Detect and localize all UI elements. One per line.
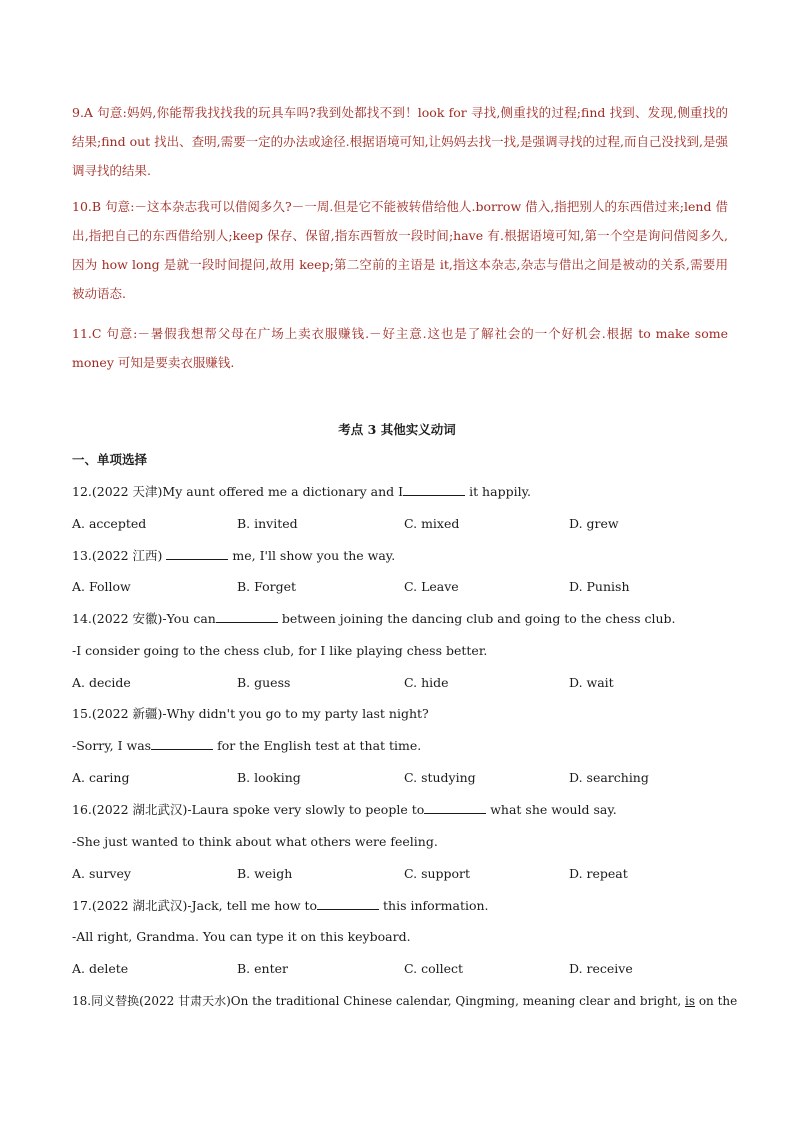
option-c[interactable]: C. collect: [404, 961, 464, 976]
option-d[interactable]: D. grew: [569, 516, 619, 531]
option-b[interactable]: B. Forget: [237, 579, 297, 594]
option-c[interactable]: C. support: [404, 866, 471, 881]
options-17: [72, 955, 732, 983]
answer-11: 11.C 句意:－暑假我想帮父母在广场上卖衣服赚钱.－好主意.这也是了解社会的一个好机会.根据 to make some money 可知是要卖衣服赚钱.: [72, 326, 728, 370]
option-d[interactable]: D. Punish: [569, 579, 630, 594]
answer-blank[interactable]: [317, 895, 379, 910]
question-text: me, I'll show you the way.: [228, 548, 396, 563]
option-b[interactable]: B. invited: [237, 516, 298, 531]
question-17: [72, 892, 732, 920]
option-a[interactable]: A. accepted: [72, 516, 147, 531]
options-14: [72, 669, 732, 697]
option-c[interactable]: C. Leave: [404, 579, 459, 594]
option-d[interactable]: D. searching: [569, 770, 649, 785]
option-c[interactable]: C. mixed: [404, 516, 460, 531]
question-16: [72, 796, 732, 824]
question-14-reply: -I consider going to the chess club, for I like playing chess better.: [72, 643, 488, 658]
section-title: 考点 3 其他实义动词: [338, 422, 456, 437]
option-a[interactable]: A. delete: [72, 961, 129, 976]
option-b[interactable]: B. guess: [237, 675, 291, 690]
option-b[interactable]: B. enter: [237, 961, 288, 976]
options-15: [72, 764, 732, 792]
question-text: 18.同义替换(2022 甘肃天水)On the traditional Chinese calendar, Qingming, meaning clear and bright,: [72, 994, 686, 1008]
question-17-reply: -All right, Grandma. You can type it on this keyboard.: [72, 929, 411, 944]
option-c[interactable]: C. hide: [404, 675, 449, 690]
question-text: what she would say.: [486, 802, 617, 817]
question-13: [72, 542, 732, 570]
answer-blank[interactable]: [403, 481, 465, 496]
question-12: [72, 478, 732, 506]
question-14: [72, 605, 732, 633]
question-text: for the English test at that time.: [213, 738, 422, 753]
question-text: -Sorry, I was: [72, 738, 152, 753]
answer-blank[interactable]: [151, 735, 213, 750]
option-b[interactable]: B. weigh: [237, 866, 293, 881]
options-12: [72, 510, 732, 538]
question-text: 17.(2022 湖北武汉)-Jack, tell me how to: [72, 898, 318, 913]
answer-blank[interactable]: [166, 545, 228, 560]
underlined-word: is: [685, 994, 696, 1008]
question-text: 16.(2022 湖北武汉)-Laura spoke very slowly to people to: [72, 802, 425, 817]
options-13: [72, 573, 732, 601]
options-16: [72, 860, 732, 888]
question-text: 12.(2022 天津)My aunt offered me a dictionary and I: [72, 484, 404, 499]
option-c[interactable]: C. studying: [404, 770, 476, 785]
option-d[interactable]: D. repeat: [569, 866, 628, 881]
question-15: 15.(2022 新疆)-Why didn't you go to my party last night?: [72, 706, 429, 721]
question-15-reply: [72, 732, 732, 760]
question-text: between joining the dancing club and going to the chess club.: [277, 611, 676, 626]
answer-10: 10.B 句意:－这本杂志我可以借阅多久?－一周.但是它不能被转借给他人.borrow 借入,指把别人的东西借过来;lend 借出,指把自己的东西借给别人;keep 保存、保留,指东西暂放一段时间;have 有.根据语境可知,第一个空是询问借阅多久,因为 how long 是就一段时间提问,故用 keep;第二空前的主语是 it,指这本杂志,杂志与借出之间是被动的关系,需要用被动语态.: [72, 199, 728, 301]
option-a[interactable]: A. Follow: [72, 579, 131, 594]
question-text: on the: [695, 994, 738, 1008]
question-16-reply: -She just wanted to think about what others were feeling.: [72, 834, 438, 849]
part-heading: 一、单项选择: [72, 452, 148, 467]
option-d[interactable]: D. wait: [569, 675, 614, 690]
option-a[interactable]: A. survey: [72, 866, 131, 881]
answer-blank[interactable]: [424, 799, 486, 814]
question-18: [72, 987, 738, 1015]
option-a[interactable]: A. decide: [72, 675, 131, 690]
question-text: 13.(2022 江西): [72, 548, 167, 563]
option-d[interactable]: D. receive: [569, 961, 633, 976]
question-text: it happily.: [465, 484, 531, 499]
option-b[interactable]: B. looking: [237, 770, 301, 785]
question-text: this information.: [379, 898, 489, 913]
question-text: 14.(2022 安徽)-You can: [72, 611, 216, 626]
answer-9: 9.A 句意:妈妈,你能帮我找找我的玩具车吗?我到处都找不到！look for 寻找,侧重找的过程;find 找到、发现,侧重找的结果;find out 找出、查明,需要一定的办法或途径.根据语境可知,让妈妈去找一找,是强调寻找的过程,而自己没找到,是强调寻找的结果.: [72, 105, 728, 178]
answer-blank[interactable]: [216, 608, 278, 623]
option-a[interactable]: A. caring: [72, 770, 130, 785]
